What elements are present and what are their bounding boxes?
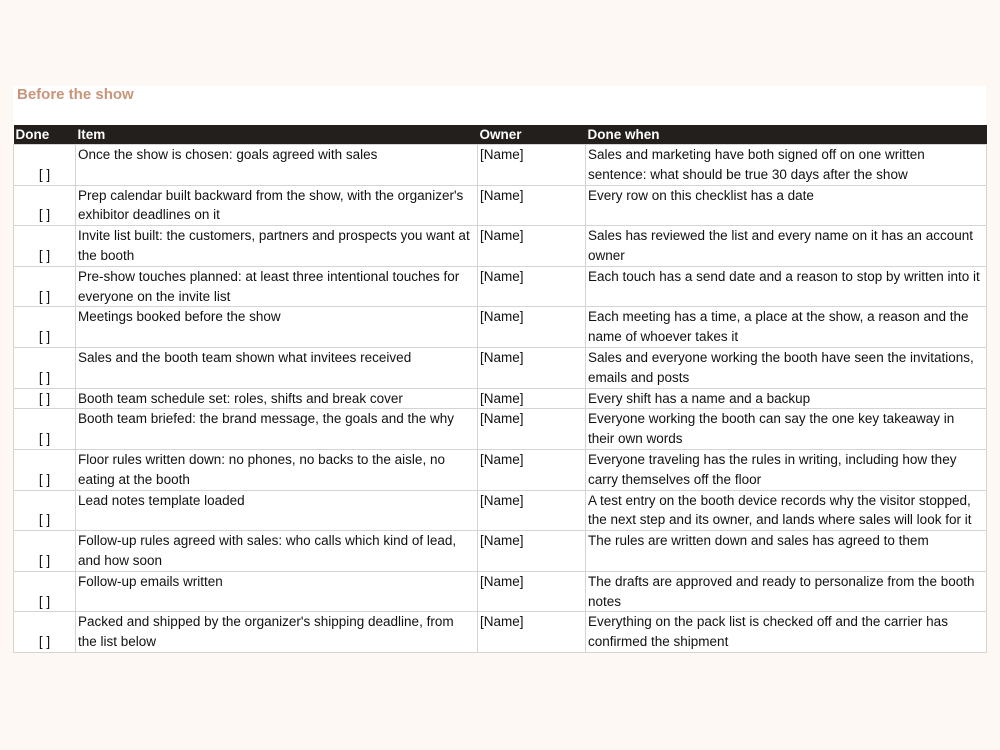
done-checkbox[interactable]: [ ] [38,207,51,223]
done-when-cell: The drafts are approved and ready to personalize from the booth notes [586,571,987,612]
table-row [14,266,987,307]
item-cell: Booth team schedule set: roles, shifts and break cover [76,388,478,409]
checklist-table [13,125,987,653]
item-cell: Once the show is chosen: goals agreed with sales [76,145,478,186]
owner-cell: [Name] [478,388,586,409]
table-row [14,185,987,226]
table-row [14,307,987,348]
done-when-cell: A test entry on the booth device records why the visitor stopped, the next step and its owner, and lands where sales will look for it [586,490,987,531]
owner-cell: [Name] [478,226,586,267]
table-body [14,145,987,653]
done-checkbox[interactable]: [ ] [38,288,51,304]
done-cell [14,185,76,226]
item-cell: Lead notes template loaded [76,490,478,531]
done-cell [14,307,76,348]
table-row [14,226,987,267]
done-cell [14,266,76,307]
owner-cell: [Name] [478,449,586,490]
done-cell [14,490,76,531]
item-cell: Prep calendar built backward from the show, with the organizer's exhibitor deadlines on it [76,185,478,226]
done-cell [14,571,76,612]
table-row [14,449,987,490]
section-title: Before the show [17,86,134,103]
item-cell: Packed and shipped by the organizer's shipping deadline, from the list below [76,612,478,653]
done-checkbox[interactable]: [ ] [38,593,51,609]
owner-cell: [Name] [478,531,586,572]
done-when-cell: Every row on this checklist has a date [586,185,987,226]
done-checkbox[interactable]: [ ] [38,512,51,528]
done-when-cell: Everything on the pack list is checked off and the carrier has confirmed the shipment [586,612,987,653]
table-row [14,145,987,186]
header-done: Done [14,125,76,145]
item-cell: Sales and the booth team shown what invitees received [76,347,478,388]
done-when-cell: Every shift has a name and a backup [586,388,987,409]
owner-cell: [Name] [478,185,586,226]
done-cell [14,226,76,267]
done-when-cell: Each touch has a send date and a reason to stop by written into it [586,266,987,307]
done-cell [14,612,76,653]
done-checkbox[interactable]: [ ] [38,552,51,568]
owner-cell: [Name] [478,409,586,450]
table-row [14,409,987,450]
done-when-cell: Sales and marketing have both signed off on one written sentence: what should be true 30 days after the show [586,145,987,186]
owner-cell: [Name] [478,612,586,653]
done-when-cell: The rules are written down and sales has agreed to them [586,531,987,572]
table-row [14,388,987,409]
table-row [14,347,987,388]
owner-cell: [Name] [478,266,586,307]
item-cell: Meetings booked before the show [76,307,478,348]
owner-cell: [Name] [478,145,586,186]
item-cell: Pre-show touches planned: at least three intentional touches for everyone on the invite list [76,266,478,307]
done-when-cell: Each meeting has a time, a place at the show, a reason and the name of whoever takes it [586,307,987,348]
item-cell: Booth team briefed: the brand message, the goals and the why [76,409,478,450]
header-done-when: Done when [586,125,987,145]
done-when-cell: Everyone working the booth can say the one key takeaway in their own words [586,409,987,450]
item-cell: Follow-up emails written [76,571,478,612]
done-checkbox[interactable]: [ ] [38,471,51,487]
done-when-cell: Sales and everyone working the booth have seen the invitations, emails and posts [586,347,987,388]
done-cell [14,388,76,409]
done-checkbox[interactable]: [ ] [38,431,51,447]
item-cell: Floor rules written down: no phones, no backs to the aisle, no eating at the booth [76,449,478,490]
done-checkbox[interactable]: [ ] [38,329,51,345]
done-cell [14,531,76,572]
done-checkbox[interactable]: [ ] [38,634,51,650]
table-row [14,612,987,653]
done-checkbox[interactable]: [ ] [38,369,51,385]
done-cell [14,449,76,490]
table-row [14,490,987,531]
done-checkbox[interactable]: [ ] [38,247,51,263]
owner-cell: [Name] [478,307,586,348]
done-when-cell: Everyone traveling has the rules in writing, including how they carry themselves off the floor [586,449,987,490]
checklist-sheet [13,86,986,653]
table-header [14,125,987,145]
table-row [14,571,987,612]
done-checkbox[interactable]: [ ] [38,390,51,406]
owner-cell: [Name] [478,347,586,388]
item-cell: Follow-up rules agreed with sales: who calls which kind of lead, and how soon [76,531,478,572]
done-cell [14,145,76,186]
header-owner: Owner [478,125,586,145]
header-item: Item [76,125,478,145]
done-cell [14,409,76,450]
done-checkbox[interactable]: [ ] [38,166,51,182]
table-row [14,531,987,572]
done-when-cell: Sales has reviewed the list and every name on it has an account owner [586,226,987,267]
owner-cell: [Name] [478,490,586,531]
done-cell [14,347,76,388]
owner-cell: [Name] [478,571,586,612]
item-cell: Invite list built: the customers, partners and prospects you want at the booth [76,226,478,267]
